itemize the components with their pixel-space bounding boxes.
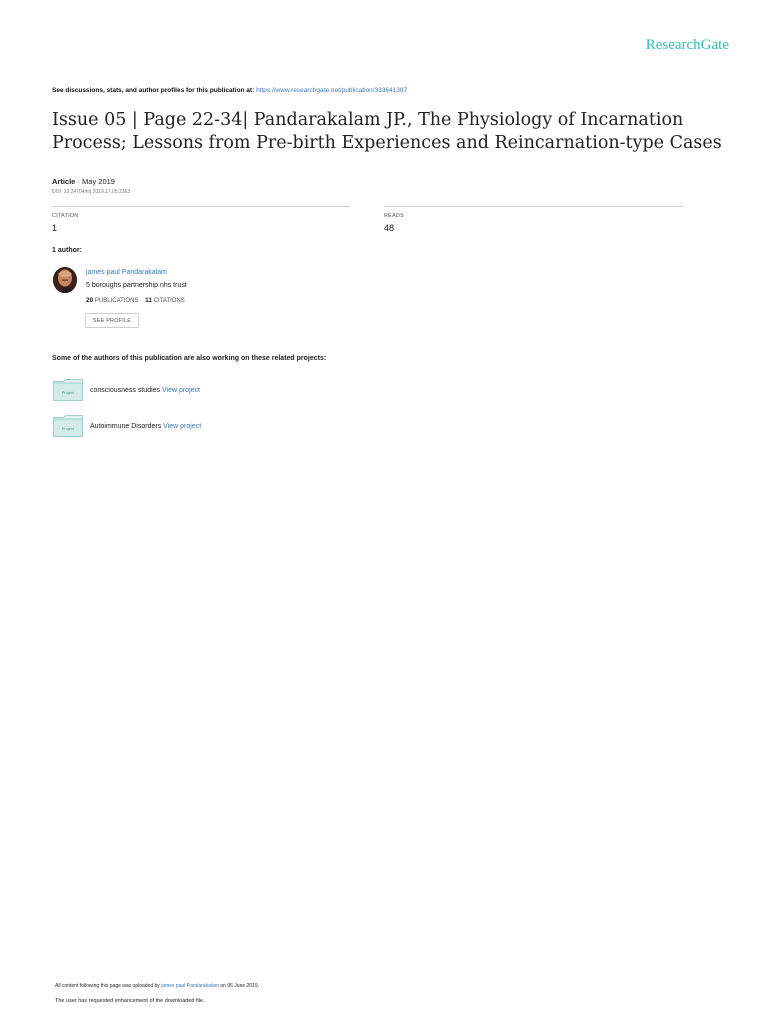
title-line-2: Process; Lessons from Pre-birth Experiences and Reincarnation-type Cases — [52, 133, 722, 153]
project-icon-text: Project — [61, 390, 75, 395]
upload-suffix: on 06 June 2019. — [220, 983, 260, 989]
avatar-face-icon — [53, 267, 77, 293]
author-avatar[interactable] — [53, 267, 77, 293]
authors-heading: 1 author: — [52, 247, 82, 254]
project-folder-icon — [53, 415, 83, 437]
project-item — [53, 415, 83, 442]
citation-count: 1 — [52, 223, 58, 233]
researchgate-logo[interactable]: ResearchGate — [645, 37, 729, 53]
citation-label: CITATION — [52, 213, 79, 219]
view-project-link[interactable]: View project — [162, 387, 201, 394]
doi-text: DOI: 10.24704/mj.2019.17.05.2363 — [52, 189, 131, 195]
reads-count: 48 — [384, 223, 395, 233]
project-item — [53, 379, 83, 406]
publication-meta — [52, 177, 115, 186]
publication-date: · May 2019 — [77, 177, 115, 186]
upload-prefix: All content following this page was uploaded by — [55, 983, 160, 989]
view-project-link[interactable]: View project — [163, 423, 202, 430]
disclaimer-text: See discussions, stats, and author profiles for this publication at: — [52, 87, 255, 94]
project-icon-text: Project — [61, 426, 75, 431]
citation-divider — [52, 206, 350, 207]
title-line-1: Issue 05 | Page 22-34| Pandarakalam JP., The Physiology of Incarnation — [52, 110, 684, 130]
article-type: Article — [52, 177, 76, 186]
upload-note — [55, 983, 259, 989]
project-folder-icon — [53, 379, 83, 401]
publication-title — [52, 109, 732, 155]
citations-count: 11 — [145, 297, 153, 304]
publications-label: PUBLICATIONS — [94, 298, 139, 304]
reads-divider — [384, 206, 683, 207]
enhancement-note: The user has requested enhancement of the downloaded file. — [55, 998, 205, 1004]
project-label — [90, 423, 201, 430]
related-projects-heading: Some of the authors of this publication are also working on these related projects: — [52, 355, 327, 362]
reads-label: READS — [384, 213, 404, 219]
author-name-link[interactable]: james paul Pandarakalam — [86, 269, 167, 276]
publication-url-link[interactable]: https://www.researchgate.net/publication/333641387 — [256, 87, 408, 94]
author-stats — [86, 297, 185, 304]
publications-count: 20 — [86, 297, 94, 304]
citations-label: CITATIONS — [153, 298, 185, 304]
uploader-link[interactable]: james paul Pandarakalam — [161, 983, 219, 989]
header-disclaimer — [52, 87, 407, 94]
see-profile-button[interactable]: SEE PROFILE — [85, 313, 139, 328]
project-name: Autoimmune Disorders — [90, 423, 162, 430]
author-affiliation: 5 boroughs partnership nhs trust — [86, 282, 187, 289]
project-label — [90, 387, 200, 394]
project-name: consciousness studies — [90, 387, 161, 394]
